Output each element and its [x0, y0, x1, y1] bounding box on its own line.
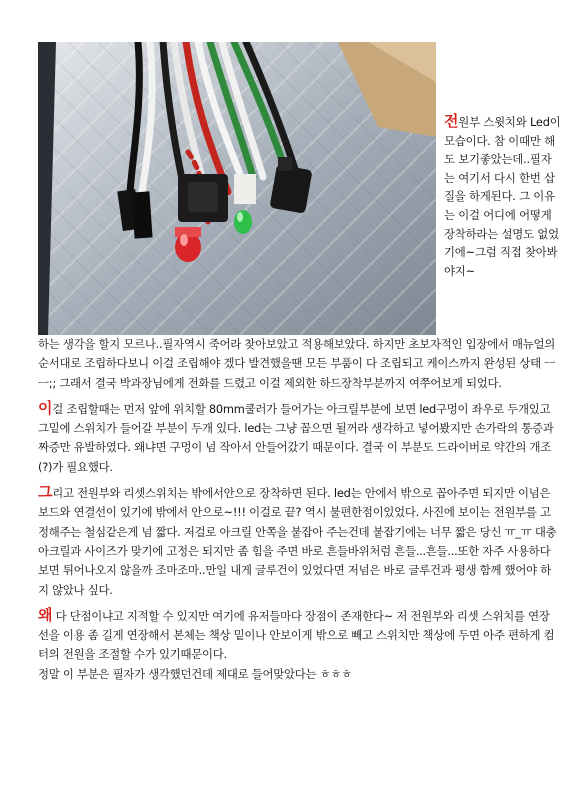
drop-initial: 왜 [38, 605, 53, 624]
drop-initial: 이 [38, 398, 53, 417]
paragraph-2 [38, 399, 558, 477]
paragraph-text: 걸 조립할때는 먼저 앞에 위치할 80mm쿨러가 들어가는 아크릴부분에 보면 led구멍이 좌우로 두개있고 그밑에 스위치가 들어갈 부분이 두개 있다. led는 그냥 꼽으면 될꺼라 생각하고 넣어봤지만 손가락의 통증과 짜증만 유발하였다. 왜냐면 구멍이 넘 작아서 안들어갔기 때문이다. 결국 이 부분도 드라이버로 약간의 개조(?)가 필요했다. [38, 401, 554, 474]
drop-initial: 전 [444, 112, 459, 130]
paragraph-3 [38, 483, 558, 600]
paragraph-4 [38, 606, 558, 665]
paragraph-text: 다 단점이냐고 지적할 수 있지만 여기에 유저들마다 장점이 존재한다~ 저 전원부와 리셋 스위치를 연장선을 이용 좀 길게 연장해서 본체는 책상 밑이나 안보이게 밖으로 빼고 스위치만 책상에 두면 아주 편하게 컴터의 전원을 조절할 수가 있기때문이다. [38, 608, 555, 662]
drop-initial: 그 [38, 483, 53, 502]
article-photo [38, 42, 436, 335]
side-text-column [444, 112, 562, 280]
cables-leds-switch-photo [38, 42, 436, 335]
paragraph-text: 원부 스윗치와 Led이 모습이다. 참 이때만 해도 보기좋았는데..필자는 여기서 다시 한번 삽질을 하게된다. 그 이유는 이걸 어디에 어떻게 장착하라는 설명도 없었기에~그럼 직접 찾아봐야지~ [444, 115, 561, 278]
closing-line: 정말 이 부분은 필자가 생각했던건데 제대로 들어맞았다는 ㅎㅎㅎ [38, 666, 352, 681]
article-body [38, 335, 558, 684]
paragraph-1-continued: 하는 생각을 할지 모르나..필자역시 죽어라 찾아보았고 적용해보았다. 하지만 초보자적인 입장에서 매뉴얼의 순서대로 조립하다보니 이걸 조립해야 겠다 발견했을땐 모든 부품이 다 조립되고 케이스까지 완성된 상태 ㅡㅡ;; 그래서 결국 박과장님에게 전화를 드렸고 이걸 제외한 하드장착부분까지 여쭈어보게 되었다. [38, 337, 555, 390]
paragraph-text: 리고 전원부와 리셋스위치는 밖에서안으로 장착하면 된다. led는 안에서 밖으로 꼽아주면 되지만 이넘은 보드와 연결선이 있기에 밖에서 안으로~!!! 이걸로 끝? 역시 불편한점이있었다. 사진에 보이는 전원부를 고정해주는 철심같은게 넘 짧다. 저걸로 아크릴 안쪽을 붙잡아 주는건데 붙잡기에는 너무 짧은 당신 ㅠ_ㅠ 대충 아크릴과 사이즈가 맞기에 고정은 되지만 좀 힘을 주면 바로 흔들바위처럼 흔들...흔들...또한 자주 사용하다보면 튀어나오지 않을까 조마조마..만일 내게 글루건이 있었다면 저넘은 바로 글루건과 평생 함께 했어야 하지 않았나 싶다. [38, 486, 557, 597]
